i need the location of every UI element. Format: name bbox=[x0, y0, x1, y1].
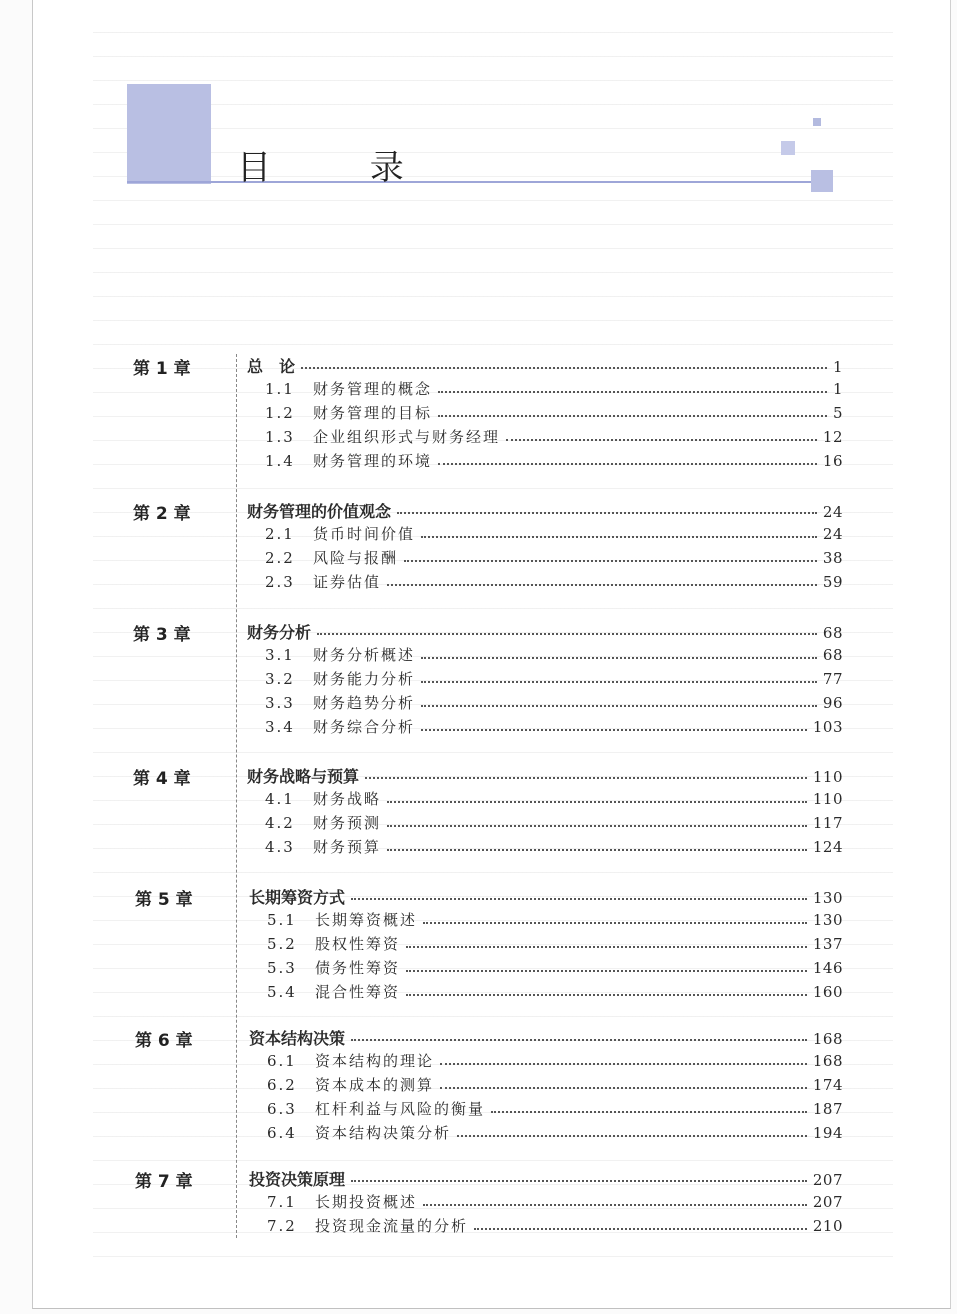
chapter-number-label: 第 5 章 bbox=[135, 890, 193, 910]
section-page-number: 38 bbox=[822, 549, 843, 567]
chapter-entry[interactable] bbox=[247, 620, 843, 642]
dot-leader bbox=[421, 681, 817, 683]
section-number: 4.3 bbox=[265, 838, 295, 856]
section-entry[interactable] bbox=[265, 788, 843, 810]
section-entry[interactable] bbox=[265, 450, 843, 472]
section-page-number: 77 bbox=[822, 670, 843, 688]
section-number: 1.4 bbox=[265, 452, 295, 470]
section-page-number: 210 bbox=[812, 1217, 843, 1235]
dot-leader bbox=[423, 1204, 807, 1206]
section-page-number: 130 bbox=[812, 911, 843, 929]
section-entry[interactable] bbox=[265, 571, 843, 593]
dot-leader bbox=[387, 584, 817, 586]
section-entry[interactable] bbox=[265, 547, 843, 569]
section-title: 财务战略 bbox=[313, 790, 382, 808]
section-title: 长期投资概述 bbox=[315, 1193, 418, 1211]
section-entry[interactable] bbox=[265, 523, 843, 545]
section-title: 长期筹资概述 bbox=[315, 911, 418, 929]
section-page-number: 137 bbox=[812, 935, 843, 953]
section-number: 6.1 bbox=[267, 1052, 297, 1070]
section-title: 财务管理的环境 bbox=[313, 452, 433, 470]
section-number: 2.1 bbox=[265, 525, 295, 543]
dot-leader bbox=[421, 705, 817, 707]
chapter-title: 总 论 bbox=[247, 357, 296, 376]
section-entry[interactable] bbox=[267, 1098, 843, 1120]
section-title: 风险与报酬 bbox=[313, 549, 399, 567]
section-title: 股权性筹资 bbox=[315, 935, 401, 953]
dot-leader bbox=[406, 994, 807, 996]
section-page-number: 174 bbox=[812, 1076, 843, 1094]
title-decoration-block bbox=[127, 84, 211, 184]
chapter-page-number: 207 bbox=[812, 1171, 843, 1189]
decoration-square-small bbox=[813, 118, 821, 126]
decoration-square-large bbox=[811, 170, 833, 192]
dot-leader bbox=[397, 512, 817, 514]
dot-leader bbox=[406, 970, 807, 972]
section-title: 资本结构的理论 bbox=[315, 1052, 435, 1070]
section-page-number: 168 bbox=[812, 1052, 843, 1070]
document-page bbox=[32, 0, 951, 1309]
chapter-entry[interactable] bbox=[247, 764, 843, 786]
section-number: 6.4 bbox=[267, 1124, 297, 1142]
section-entry[interactable] bbox=[265, 836, 843, 858]
dot-leader bbox=[301, 367, 827, 369]
dot-leader bbox=[351, 898, 807, 900]
chapter-title: 财务战略与预算 bbox=[247, 767, 360, 786]
chapter-title: 财务分析 bbox=[247, 623, 312, 642]
section-title: 混合性筹资 bbox=[315, 983, 401, 1001]
chapter-number-label: 第 3 章 bbox=[133, 625, 191, 645]
section-number: 6.3 bbox=[267, 1100, 297, 1118]
section-number: 7.2 bbox=[267, 1217, 297, 1235]
chapter-number-label: 第 2 章 bbox=[133, 504, 191, 524]
section-page-number: 103 bbox=[812, 718, 843, 736]
section-page-number: 110 bbox=[812, 790, 843, 808]
page-title: 目 录 bbox=[237, 148, 448, 188]
section-title: 资本成本的测算 bbox=[315, 1076, 435, 1094]
chapter-entry[interactable] bbox=[247, 499, 843, 521]
section-number: 3.3 bbox=[265, 694, 295, 712]
section-page-number: 24 bbox=[822, 525, 843, 543]
chapter-number-label: 第 6 章 bbox=[135, 1031, 193, 1051]
section-entry[interactable] bbox=[267, 1215, 843, 1237]
chapter-page-number: 1 bbox=[832, 358, 843, 376]
section-number: 1.1 bbox=[265, 380, 295, 398]
section-page-number: 146 bbox=[812, 959, 843, 977]
section-page-number: 194 bbox=[812, 1124, 843, 1142]
chapter-number-label: 第 1 章 bbox=[133, 359, 191, 379]
chapter-entry[interactable] bbox=[249, 885, 843, 907]
section-number: 2.2 bbox=[265, 549, 295, 567]
section-title: 财务综合分析 bbox=[313, 718, 416, 736]
section-title: 货币时间价值 bbox=[313, 525, 416, 543]
section-number: 4.2 bbox=[265, 814, 295, 832]
section-entry[interactable] bbox=[267, 1122, 843, 1144]
section-number: 5.1 bbox=[267, 911, 297, 929]
dot-leader bbox=[351, 1039, 807, 1041]
section-entry[interactable] bbox=[265, 402, 843, 424]
section-title: 财务管理的目标 bbox=[313, 404, 433, 422]
section-page-number: 12 bbox=[822, 428, 843, 446]
section-title: 杠杆利益与风险的衡量 bbox=[315, 1100, 486, 1118]
dot-leader bbox=[387, 825, 807, 827]
section-number: 3.1 bbox=[265, 646, 295, 664]
section-entry[interactable] bbox=[267, 1050, 843, 1072]
section-page-number: 160 bbox=[812, 983, 843, 1001]
section-page-number: 117 bbox=[812, 814, 843, 832]
chapter-page-number: 130 bbox=[812, 889, 843, 907]
section-number: 3.2 bbox=[265, 670, 295, 688]
dot-leader bbox=[440, 1087, 807, 1089]
chapter-divider-line bbox=[236, 354, 237, 1238]
chapter-page-number: 24 bbox=[822, 503, 843, 521]
chapter-entry[interactable] bbox=[249, 1026, 843, 1048]
section-number: 5.2 bbox=[267, 935, 297, 953]
section-number: 1.3 bbox=[265, 428, 295, 446]
section-title: 财务预测 bbox=[313, 814, 382, 832]
dot-leader bbox=[491, 1111, 807, 1113]
section-entry[interactable] bbox=[265, 692, 843, 714]
section-entry[interactable] bbox=[267, 957, 843, 979]
section-title: 财务能力分析 bbox=[313, 670, 416, 688]
chapter-number-label: 第 4 章 bbox=[133, 769, 191, 789]
chapter-title: 财务管理的价值观念 bbox=[247, 502, 392, 521]
dot-leader bbox=[438, 391, 827, 393]
section-number: 5.4 bbox=[267, 983, 297, 1001]
section-title: 财务预算 bbox=[313, 838, 382, 856]
dot-leader bbox=[438, 463, 817, 465]
section-title: 财务分析概述 bbox=[313, 646, 416, 664]
section-number: 4.1 bbox=[265, 790, 295, 808]
section-page-number: 207 bbox=[812, 1193, 843, 1211]
decoration-square-medium bbox=[781, 141, 795, 155]
dot-leader bbox=[404, 560, 817, 562]
section-page-number: 187 bbox=[812, 1100, 843, 1118]
section-page-number: 59 bbox=[822, 573, 843, 591]
dot-leader bbox=[351, 1180, 807, 1182]
chapter-entry[interactable] bbox=[247, 354, 843, 376]
chapter-title: 投资决策原理 bbox=[249, 1170, 346, 1189]
section-entry[interactable] bbox=[265, 426, 843, 448]
dot-leader bbox=[440, 1063, 807, 1065]
section-entry[interactable] bbox=[265, 644, 843, 666]
dot-leader bbox=[506, 439, 817, 441]
section-title: 企业组织形式与财务经理 bbox=[313, 428, 501, 446]
dot-leader bbox=[421, 536, 817, 538]
dot-leader bbox=[317, 633, 817, 635]
chapter-page-number: 110 bbox=[812, 768, 843, 786]
chapter-entry[interactable] bbox=[249, 1167, 843, 1189]
section-entry[interactable] bbox=[265, 812, 843, 834]
dot-leader bbox=[421, 657, 817, 659]
dot-leader bbox=[438, 415, 827, 417]
section-number: 3.4 bbox=[265, 718, 295, 736]
dot-leader bbox=[406, 946, 807, 948]
section-title: 财务管理的概念 bbox=[313, 380, 433, 398]
section-entry[interactable] bbox=[265, 378, 843, 400]
section-entry[interactable] bbox=[267, 909, 843, 931]
title-underline bbox=[127, 181, 827, 183]
chapter-page-number: 168 bbox=[812, 1030, 843, 1048]
section-entry[interactable] bbox=[267, 1074, 843, 1096]
section-entry[interactable] bbox=[265, 716, 843, 738]
section-number: 1.2 bbox=[265, 404, 295, 422]
section-number: 6.2 bbox=[267, 1076, 297, 1094]
dot-leader bbox=[423, 922, 807, 924]
section-entry[interactable] bbox=[267, 1191, 843, 1213]
section-page-number: 5 bbox=[832, 404, 843, 422]
section-title: 财务趋势分析 bbox=[313, 694, 416, 712]
chapter-number-label: 第 7 章 bbox=[135, 1172, 193, 1192]
section-page-number: 68 bbox=[822, 646, 843, 664]
dot-leader bbox=[421, 729, 807, 731]
section-page-number: 96 bbox=[822, 694, 843, 712]
dot-leader bbox=[457, 1135, 807, 1137]
section-title: 投资现金流量的分析 bbox=[315, 1217, 469, 1235]
section-page-number: 124 bbox=[812, 838, 843, 856]
dot-leader bbox=[474, 1228, 807, 1230]
section-title: 证券估值 bbox=[313, 573, 382, 591]
section-page-number: 16 bbox=[822, 452, 843, 470]
section-page-number: 1 bbox=[832, 380, 843, 398]
dot-leader bbox=[387, 849, 807, 851]
section-number: 5.3 bbox=[267, 959, 297, 977]
section-title: 债务性筹资 bbox=[315, 959, 401, 977]
dot-leader bbox=[365, 777, 807, 779]
section-entry[interactable] bbox=[267, 981, 843, 1003]
section-entry[interactable] bbox=[267, 933, 843, 955]
section-number: 2.3 bbox=[265, 573, 295, 591]
section-entry[interactable] bbox=[265, 668, 843, 690]
chapter-title: 长期筹资方式 bbox=[249, 888, 346, 907]
section-number: 7.1 bbox=[267, 1193, 297, 1211]
chapter-page-number: 68 bbox=[822, 624, 843, 642]
dot-leader bbox=[387, 801, 807, 803]
section-title: 资本结构决策分析 bbox=[315, 1124, 452, 1142]
chapter-title: 资本结构决策 bbox=[249, 1029, 346, 1048]
